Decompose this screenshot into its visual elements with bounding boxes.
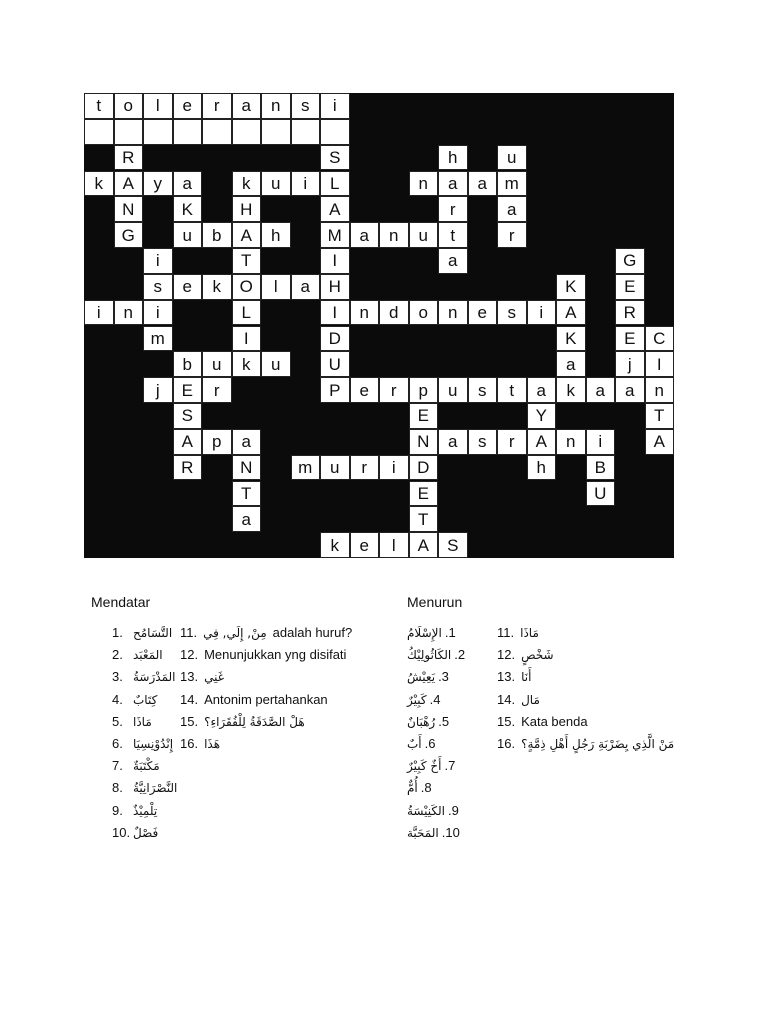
clue-arabic bbox=[133, 647, 169, 662]
arabic-clue-text: غَنِي bbox=[204, 670, 224, 685]
clue-number bbox=[112, 780, 129, 795]
clue-text: .6 bbox=[424, 736, 436, 751]
grid-cell[interactable]: h bbox=[527, 455, 557, 481]
grid-cell[interactable]: a bbox=[615, 377, 645, 403]
grid-cell[interactable]: a bbox=[232, 506, 262, 532]
arabic-clue-text: كَبِيْرٌ bbox=[407, 692, 427, 707]
grid-cell[interactable]: A bbox=[527, 429, 557, 455]
grid-cell[interactable]: A bbox=[232, 222, 262, 248]
grid-cell[interactable]: U bbox=[586, 481, 616, 507]
grid-cell[interactable]: G bbox=[114, 222, 144, 248]
grid-cell[interactable]: t bbox=[497, 377, 527, 403]
grid-cell[interactable]: k bbox=[232, 351, 262, 377]
grid-cell[interactable]: s bbox=[468, 377, 498, 403]
clue-arabic bbox=[133, 669, 182, 684]
grid-cell[interactable]: A bbox=[320, 196, 350, 222]
clue-text: 3. bbox=[112, 669, 123, 685]
grid-cell[interactable]: E bbox=[409, 481, 439, 507]
clue-item bbox=[407, 825, 466, 840]
clue-text: 15. bbox=[180, 713, 199, 729]
grid-cell[interactable]: T bbox=[645, 403, 675, 429]
grid-cell[interactable]: n bbox=[556, 429, 586, 455]
clue-text: .1 bbox=[444, 625, 456, 640]
grid-cell[interactable]: p bbox=[202, 429, 232, 455]
grid-cell[interactable]: e bbox=[173, 274, 203, 300]
arabic-clue-text: مَنْ الَّذِي يِضَرْبَةِ رَجُلٍ أَهْلِ ذِمَّةٍ؟ bbox=[521, 737, 675, 751]
grid-cell[interactable] bbox=[84, 119, 114, 145]
clue-arabic bbox=[133, 714, 158, 729]
clue-item bbox=[407, 625, 462, 640]
clue-text: 14. bbox=[180, 691, 199, 707]
grid-cell[interactable]: M bbox=[320, 222, 350, 248]
grid-cell[interactable] bbox=[291, 119, 321, 145]
clue-item bbox=[180, 625, 358, 640]
grid-cell[interactable]: m bbox=[291, 455, 321, 481]
clue-text: 13. bbox=[497, 669, 516, 685]
grid-cell[interactable]: r bbox=[202, 377, 232, 403]
grid-cell[interactable] bbox=[114, 119, 144, 145]
grid-cell[interactable]: i bbox=[84, 300, 114, 326]
arabic-clue-text: الكَنِيْسَةُ bbox=[407, 803, 445, 818]
clue-arabic bbox=[133, 625, 178, 640]
mendatar-heading: Mendatar bbox=[91, 594, 151, 610]
grid-cell[interactable]: a bbox=[438, 429, 468, 455]
clue-text: .5 bbox=[438, 713, 450, 729]
grid-cell[interactable]: l bbox=[143, 93, 173, 119]
clue-arabic bbox=[133, 736, 179, 751]
grid-cell[interactable]: A bbox=[556, 300, 586, 326]
grid-cell[interactable]: N bbox=[232, 455, 262, 481]
arabic-clue-text: فَصْلٌ bbox=[133, 825, 159, 840]
clue-text: .7 bbox=[444, 758, 456, 774]
grid-cell[interactable]: e bbox=[468, 300, 498, 326]
grid-cell[interactable]: t bbox=[84, 93, 114, 119]
grid-cell[interactable]: i bbox=[291, 171, 321, 197]
arabic-clue-text: رُهْبَانٌ bbox=[407, 714, 436, 729]
grid-cell[interactable]: T bbox=[409, 506, 439, 532]
arabic-clue-text: هَلْ الصَّدَقَةُ لِلْفُقَرَاءِ؟ bbox=[204, 714, 305, 729]
grid-cell[interactable]: j bbox=[143, 377, 173, 403]
clue-number bbox=[112, 625, 129, 640]
clue-text: 1. bbox=[112, 625, 123, 640]
arabic-clue-text: الإِسْلَامُ bbox=[407, 626, 442, 640]
clue-item bbox=[497, 625, 545, 640]
grid-cell[interactable]: e bbox=[350, 377, 380, 403]
clue-item bbox=[497, 714, 594, 729]
arabic-clue-text: المَعْبَد bbox=[133, 648, 163, 663]
grid-cell[interactable]: R bbox=[173, 455, 203, 481]
grid-cell[interactable]: u bbox=[320, 455, 350, 481]
clue-arabic bbox=[133, 780, 183, 795]
grid-cell[interactable]: u bbox=[497, 145, 527, 171]
grid-cell[interactable] bbox=[261, 119, 291, 145]
grid-cell[interactable]: E bbox=[409, 403, 439, 429]
clue-item bbox=[497, 736, 680, 751]
grid-cell[interactable]: n bbox=[350, 300, 380, 326]
clue-item bbox=[180, 647, 352, 662]
clue-item bbox=[180, 714, 311, 729]
grid-cell[interactable]: I bbox=[320, 300, 350, 326]
clue-number bbox=[112, 669, 129, 684]
clue-text: 2. bbox=[112, 647, 123, 663]
arabic-clue-text: كِتَابٌ bbox=[133, 692, 158, 707]
grid-cell[interactable]: b bbox=[173, 351, 203, 377]
grid-cell[interactable] bbox=[232, 119, 262, 145]
grid-cell[interactable]: a bbox=[232, 429, 262, 455]
clue-text: 16. bbox=[497, 736, 516, 751]
clue-item bbox=[497, 669, 537, 684]
grid-cell[interactable]: s bbox=[468, 429, 498, 455]
clue-text: .10 bbox=[441, 824, 460, 840]
grid-cell[interactable]: o bbox=[114, 93, 144, 119]
crossword-grid bbox=[84, 93, 674, 558]
grid-cell[interactable]: A bbox=[409, 532, 439, 558]
clue-text: .9 bbox=[448, 802, 459, 818]
clue-text: 5. bbox=[112, 713, 123, 729]
grid-cell[interactable]: R bbox=[114, 145, 144, 171]
grid-cell[interactable]: P bbox=[320, 377, 350, 403]
clue-item bbox=[180, 669, 230, 684]
arabic-clue-text: التَّسَامُح bbox=[133, 626, 173, 640]
arabic-clue-text: النَّصْرَانِيَّةُ bbox=[133, 781, 178, 796]
grid-cell[interactable]: i bbox=[527, 300, 557, 326]
clue-text: 7. bbox=[112, 758, 123, 774]
clue-number bbox=[112, 692, 129, 707]
arabic-clue-text: يَعِيْشُ bbox=[407, 670, 436, 685]
arabic-clue-text: مَال bbox=[521, 692, 540, 707]
grid-cell[interactable]: H bbox=[232, 196, 262, 222]
grid-cell[interactable]: e bbox=[173, 93, 203, 119]
clue-arabic bbox=[133, 825, 164, 840]
arabic-clue-text: مَاذَا bbox=[520, 626, 539, 640]
grid-cell[interactable]: I bbox=[232, 326, 262, 352]
clue-text: 4. bbox=[112, 691, 123, 707]
clue-item bbox=[407, 669, 455, 684]
grid-cell[interactable]: i bbox=[143, 248, 173, 274]
clue-item bbox=[407, 758, 461, 773]
grid-cell[interactable]: r bbox=[202, 93, 232, 119]
arabic-clue-text: مَاذَا bbox=[133, 714, 152, 729]
grid-cell[interactable]: o bbox=[409, 300, 439, 326]
arabic-clue-text: تِلْمِيْذٌ bbox=[133, 803, 158, 818]
grid-cell[interactable]: L bbox=[320, 171, 350, 197]
arabic-clue-text: المَدْرَسَةُ bbox=[133, 670, 176, 685]
arabic-clue-text: إِنْدُوْنِسِيَا bbox=[133, 737, 174, 751]
grid-cell[interactable]: s bbox=[497, 300, 527, 326]
clue-arabic bbox=[133, 758, 166, 773]
clue-item bbox=[407, 803, 465, 818]
clue-item bbox=[407, 692, 446, 707]
clue-text: 10. bbox=[112, 824, 131, 840]
grid-cell[interactable]: H bbox=[320, 274, 350, 300]
clue-number bbox=[112, 647, 129, 662]
grid-cell[interactable]: S bbox=[438, 532, 468, 558]
clue-text: 6. bbox=[112, 736, 123, 751]
grid-cell[interactable]: n bbox=[645, 377, 675, 403]
grid-cell[interactable]: U bbox=[320, 351, 350, 377]
arabic-clue-text: مَكْتَبَةٌ bbox=[133, 759, 160, 774]
grid-cell[interactable]: K bbox=[173, 196, 203, 222]
grid-cell[interactable]: N bbox=[409, 429, 439, 455]
grid-cell[interactable]: s bbox=[143, 274, 173, 300]
grid-cell[interactable] bbox=[173, 119, 203, 145]
grid-cell[interactable]: a bbox=[232, 93, 262, 119]
grid-cell[interactable]: k bbox=[84, 171, 114, 197]
grid-cell[interactable]: u bbox=[261, 171, 291, 197]
grid-cell[interactable]: S bbox=[320, 145, 350, 171]
grid-cell[interactable]: i bbox=[586, 429, 616, 455]
grid-cell[interactable]: O bbox=[232, 274, 262, 300]
clue-text: 15. bbox=[497, 713, 516, 729]
grid-cell[interactable] bbox=[320, 119, 350, 145]
grid-cell[interactable]: b bbox=[202, 222, 232, 248]
grid-cell[interactable]: u bbox=[261, 351, 291, 377]
grid-cell[interactable]: a bbox=[438, 248, 468, 274]
grid-cell[interactable]: u bbox=[409, 222, 439, 248]
grid-cell[interactable]: i bbox=[379, 455, 409, 481]
grid-cell[interactable]: C bbox=[645, 326, 675, 352]
clue-text: Menunjukkan yng disifati bbox=[204, 647, 347, 663]
clue-text: Antonim pertahankan bbox=[204, 691, 328, 707]
clue-item bbox=[497, 647, 560, 662]
grid-cell[interactable]: n bbox=[261, 93, 291, 119]
grid-cell[interactable]: k bbox=[556, 377, 586, 403]
arabic-clue-text: شَخْصٍ bbox=[521, 648, 554, 663]
grid-cell[interactable]: a bbox=[556, 351, 586, 377]
grid-cell[interactable]: a bbox=[350, 222, 380, 248]
grid-cell[interactable]: a bbox=[468, 171, 498, 197]
arabic-clue-text: أَخٌ كَبِيْرٌ bbox=[407, 759, 442, 774]
grid-cell[interactable]: u bbox=[173, 222, 203, 248]
grid-cell[interactable]: n bbox=[409, 171, 439, 197]
arabic-clue-text: هَذَا bbox=[204, 737, 221, 751]
clue-text: .2 bbox=[454, 647, 466, 663]
grid-cell[interactable]: k bbox=[232, 171, 262, 197]
grid-cell[interactable]: r bbox=[497, 429, 527, 455]
grid-cell[interactable] bbox=[202, 119, 232, 145]
clue-arabic bbox=[133, 692, 163, 707]
clue-item bbox=[180, 692, 334, 707]
grid-cell[interactable]: I bbox=[320, 248, 350, 274]
grid-cell[interactable]: k bbox=[202, 274, 232, 300]
grid-cell[interactable]: t bbox=[438, 222, 468, 248]
clue-number bbox=[112, 714, 129, 729]
grid-cell[interactable]: Y bbox=[527, 403, 557, 429]
clue-text: .4 bbox=[429, 691, 441, 707]
clue-item bbox=[180, 736, 226, 751]
grid-cell[interactable]: E bbox=[173, 377, 203, 403]
grid-cell[interactable]: h bbox=[261, 222, 291, 248]
clue-text: 11. bbox=[180, 625, 198, 640]
grid-cell[interactable]: T bbox=[232, 248, 262, 274]
grid-cell[interactable]: m bbox=[497, 171, 527, 197]
clue-number bbox=[112, 736, 129, 751]
grid-cell[interactable]: n bbox=[114, 300, 144, 326]
arabic-clue-text: الكَاثُولِيْكُ bbox=[407, 648, 452, 663]
grid-cell[interactable]: k bbox=[320, 532, 350, 558]
clue-text: Kata benda bbox=[521, 713, 588, 729]
clue-item bbox=[407, 780, 438, 795]
grid-cell[interactable]: a bbox=[586, 377, 616, 403]
grid-cell[interactable]: R bbox=[615, 300, 645, 326]
grid-cell[interactable]: r bbox=[350, 455, 380, 481]
grid-cell[interactable]: N bbox=[114, 196, 144, 222]
clue-text: 9. bbox=[112, 802, 123, 818]
grid-cell[interactable]: l bbox=[261, 274, 291, 300]
clue-arabic bbox=[133, 803, 163, 818]
grid-cell[interactable]: r bbox=[497, 222, 527, 248]
clue-text: 12. bbox=[497, 647, 516, 663]
grid-cell[interactable]: j bbox=[615, 351, 645, 377]
grid-cell[interactable]: a bbox=[527, 377, 557, 403]
clue-text: 16. bbox=[180, 736, 199, 751]
grid-cell[interactable]: r bbox=[379, 377, 409, 403]
grid-cell[interactable]: a bbox=[438, 171, 468, 197]
grid-cell[interactable]: l bbox=[379, 532, 409, 558]
clue-text: 11. bbox=[497, 625, 515, 640]
grid-cell[interactable]: e bbox=[350, 532, 380, 558]
clue-text: 8. bbox=[112, 780, 123, 796]
grid-cell[interactable]: r bbox=[438, 196, 468, 222]
clue-text: .3 bbox=[438, 669, 449, 685]
grid-cell[interactable]: A bbox=[645, 429, 675, 455]
grid-cell[interactable]: i bbox=[320, 93, 350, 119]
grid-cell[interactable]: B bbox=[586, 455, 616, 481]
clue-item bbox=[497, 692, 546, 707]
arabic-clue-text: مِنْ, إِلَي, فِي bbox=[203, 626, 267, 640]
grid-cell[interactable]: E bbox=[615, 274, 645, 300]
clue-item bbox=[407, 714, 455, 729]
grid-cell[interactable]: i bbox=[143, 300, 173, 326]
grid-cell[interactable]: p bbox=[409, 377, 439, 403]
grid-cell[interactable]: I bbox=[645, 351, 675, 377]
grid-cell[interactable]: A bbox=[114, 171, 144, 197]
grid-cell[interactable]: s bbox=[291, 93, 321, 119]
grid-cell[interactable]: G bbox=[615, 248, 645, 274]
grid-cell[interactable]: n bbox=[379, 222, 409, 248]
grid-cell[interactable]: u bbox=[202, 351, 232, 377]
grid-cell[interactable]: a bbox=[173, 171, 203, 197]
clue-text: 12. bbox=[180, 647, 199, 663]
grid-cell[interactable]: m bbox=[143, 326, 173, 352]
clue-item bbox=[407, 647, 471, 662]
clue-number bbox=[112, 758, 129, 773]
arabic-clue-text: أَبٌ bbox=[407, 737, 422, 751]
grid-cell[interactable]: D bbox=[409, 455, 439, 481]
grid-cell[interactable]: d bbox=[379, 300, 409, 326]
grid-cell[interactable]: K bbox=[556, 326, 586, 352]
clue-item bbox=[407, 736, 441, 751]
clue-text: adalah huruf? bbox=[272, 625, 353, 640]
grid-cell[interactable]: a bbox=[497, 196, 527, 222]
arabic-clue-text: أَنَا bbox=[521, 670, 532, 685]
grid-cell[interactable]: T bbox=[232, 481, 262, 507]
clue-text: .8 bbox=[420, 780, 432, 796]
grid-cell[interactable]: S bbox=[173, 403, 203, 429]
clue-text: 13. bbox=[180, 669, 199, 685]
grid-cell[interactable]: E bbox=[615, 326, 645, 352]
grid-cell[interactable]: A bbox=[173, 429, 203, 455]
clue-text: 14. bbox=[497, 691, 516, 707]
grid-cell[interactable]: u bbox=[438, 377, 468, 403]
grid-cell[interactable]: K bbox=[556, 274, 586, 300]
grid-cell[interactable]: L bbox=[232, 300, 262, 326]
grid-cell[interactable]: h bbox=[438, 145, 468, 171]
arabic-clue-text: المَحَبَّة bbox=[407, 825, 439, 840]
grid-cell[interactable]: n bbox=[438, 300, 468, 326]
grid-cell[interactable]: y bbox=[143, 171, 173, 197]
grid-cell[interactable]: a bbox=[291, 274, 321, 300]
grid-cell[interactable] bbox=[143, 119, 173, 145]
menurun-heading: Menurun bbox=[407, 594, 463, 610]
grid-cell[interactable]: D bbox=[320, 326, 350, 352]
clue-number bbox=[112, 803, 129, 818]
arabic-clue-text: أُمٌّ bbox=[407, 781, 418, 796]
